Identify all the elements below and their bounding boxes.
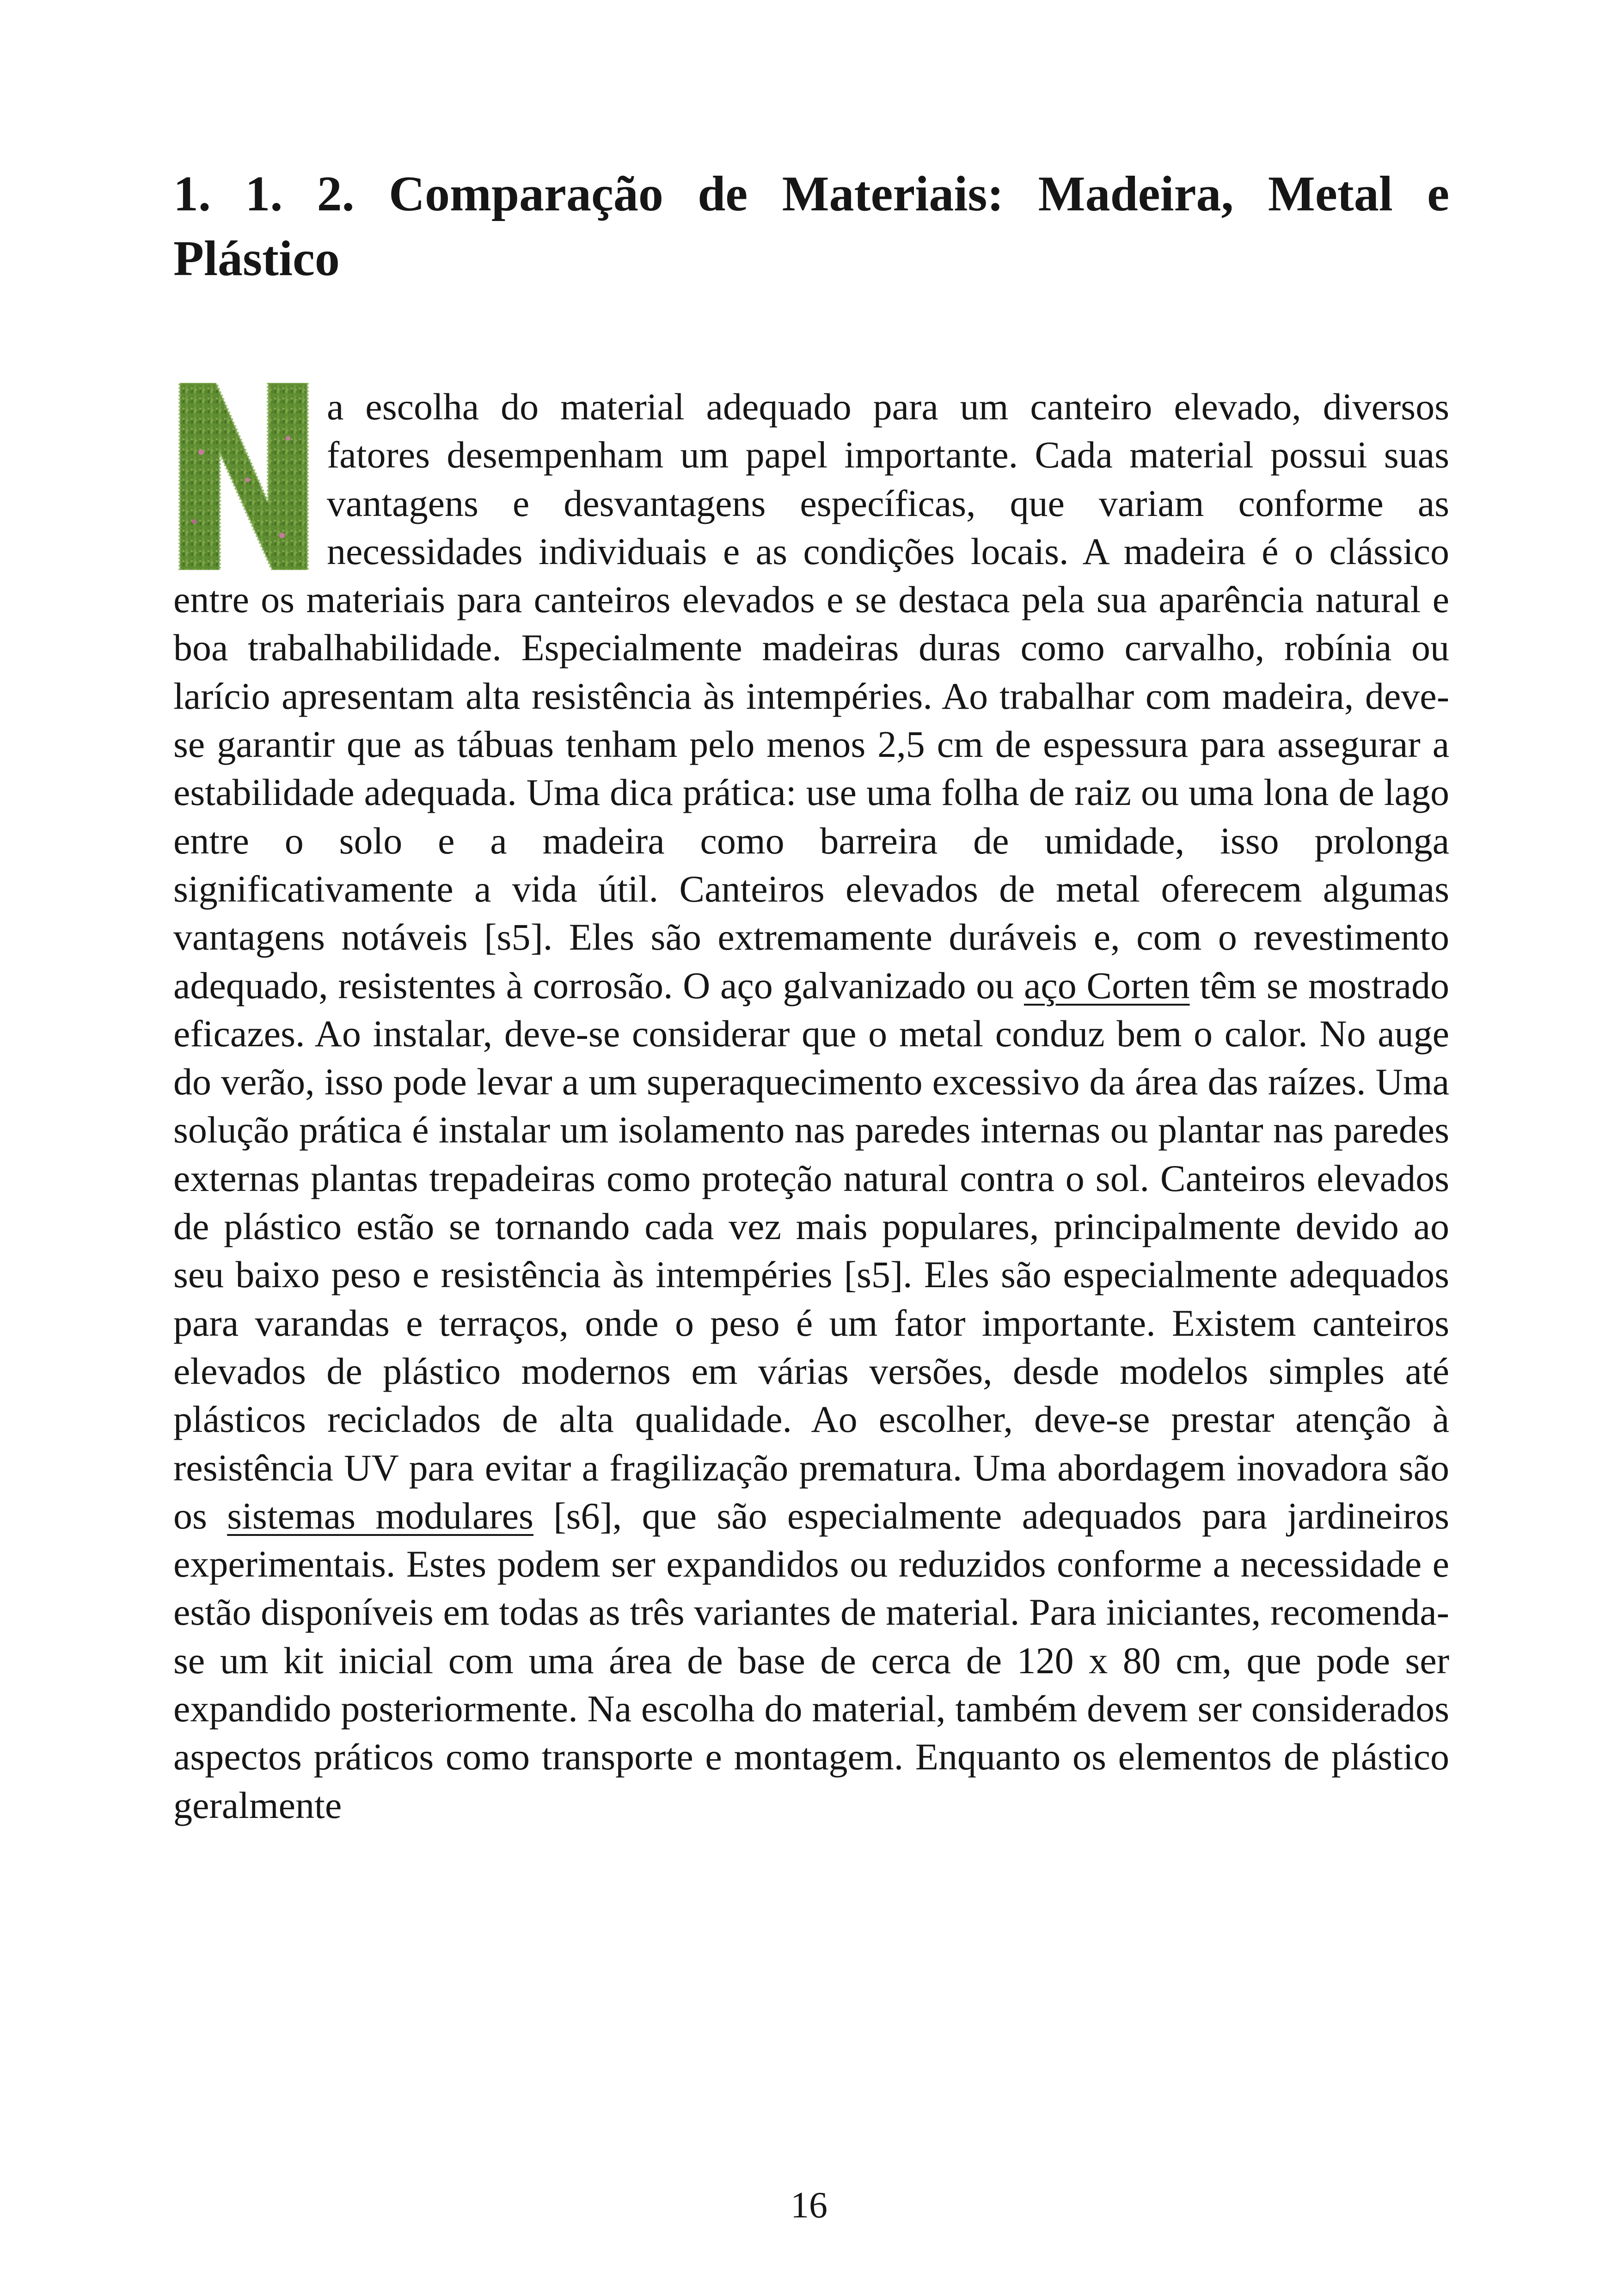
paragraph-part-1: a escolha do material adequado para um canteiro elevado, diversos fatores desempenham um papel importante. Cada material possui suas vantagens e desvantagens específicas, que variam conforme as necessidades individuais e as condições locais. A madeira é o clássico entre os materiais para canteiros elevados e se destaca pela sua aparência natural e boa trabalhabilidade. Especialmente madeiras duras como carvalho, robínia ou larício apresentam alta resistência às intempéries. Ao trabalhar com madeira, deve-se garantir que as tábuas tenham pelo menos 2,5 cm de espessura para assegurar a estabilidade adequada. Uma dica prática: use uma folha de raiz ou uma lona de lago entre o solo e a madeira como barreira de umidade, isso prolonga significativamente a vida útil. Canteiros elevados de metal oferecem algumas vantagens notáveis [s5]. Eles são extremamente duráveis e, com o revestimento adequado, resistentes à corrosão. O aço galvanizado ou [173,386,1449,1007]
body-text [173,383,1449,1829]
link-sistemas-modulares[interactable]: sistemas modulares [227,1494,533,1537]
dropcap-drawing [173,383,312,570]
section-heading: 1. 1. 2. Comparação de Materiais: Madeira, Metal e Plástico [173,166,1449,286]
paragraph-part-3: [s6], que são especialmente adequados para jardineiros experimentais. Estes podem ser expandidos ou reduzidos conforme a necessidade e estão disponíveis em todas as três variantes de material. Para iniciantes, recomenda-se um kit inicial com uma área de base de cerca de 120 x 80 cm, que pode ser expandido posteriormente. Na escolha do material, também devem ser considerados aspectos práticos como transporte e montagem. Enquanto os elementos de plástico geralmente [173,1494,1450,1826]
paragraph-part-2: têm se mostrado eficazes. Ao instalar, deve-se considerar que o metal conduz bem o calor. No auge do verão, isso pode levar a um superaquecimento excessivo da área das raízes. Uma solução prática é instalar um isolamento nas paredes internas ou plantar nas paredes externas plantas trepadeiras como proteção natural contra o sol. Canteiros elevados de plástico estão se tornando cada vez mais populares, principalmente devido ao seu baixo peso e resistência às intempéries [s5]. Eles são especialmente adequados para varandas e terraços, onde o peso é um fator importante. Existem canteiros elevados de plástico modernos em várias versões, desde modelos simples até plásticos reciclados de alta qualidade. Ao escolher, deve-se prestar atenção à resistência UV para evitar a fragilização prematura. Uma abordagem inovadora são os [173,964,1450,1537]
grass-letter-n-icon [173,383,312,570]
document-page [173,162,1449,2242]
page-number: 16 [791,2185,827,2226]
link-aco-corten[interactable]: aço Corten [1024,964,1190,1007]
